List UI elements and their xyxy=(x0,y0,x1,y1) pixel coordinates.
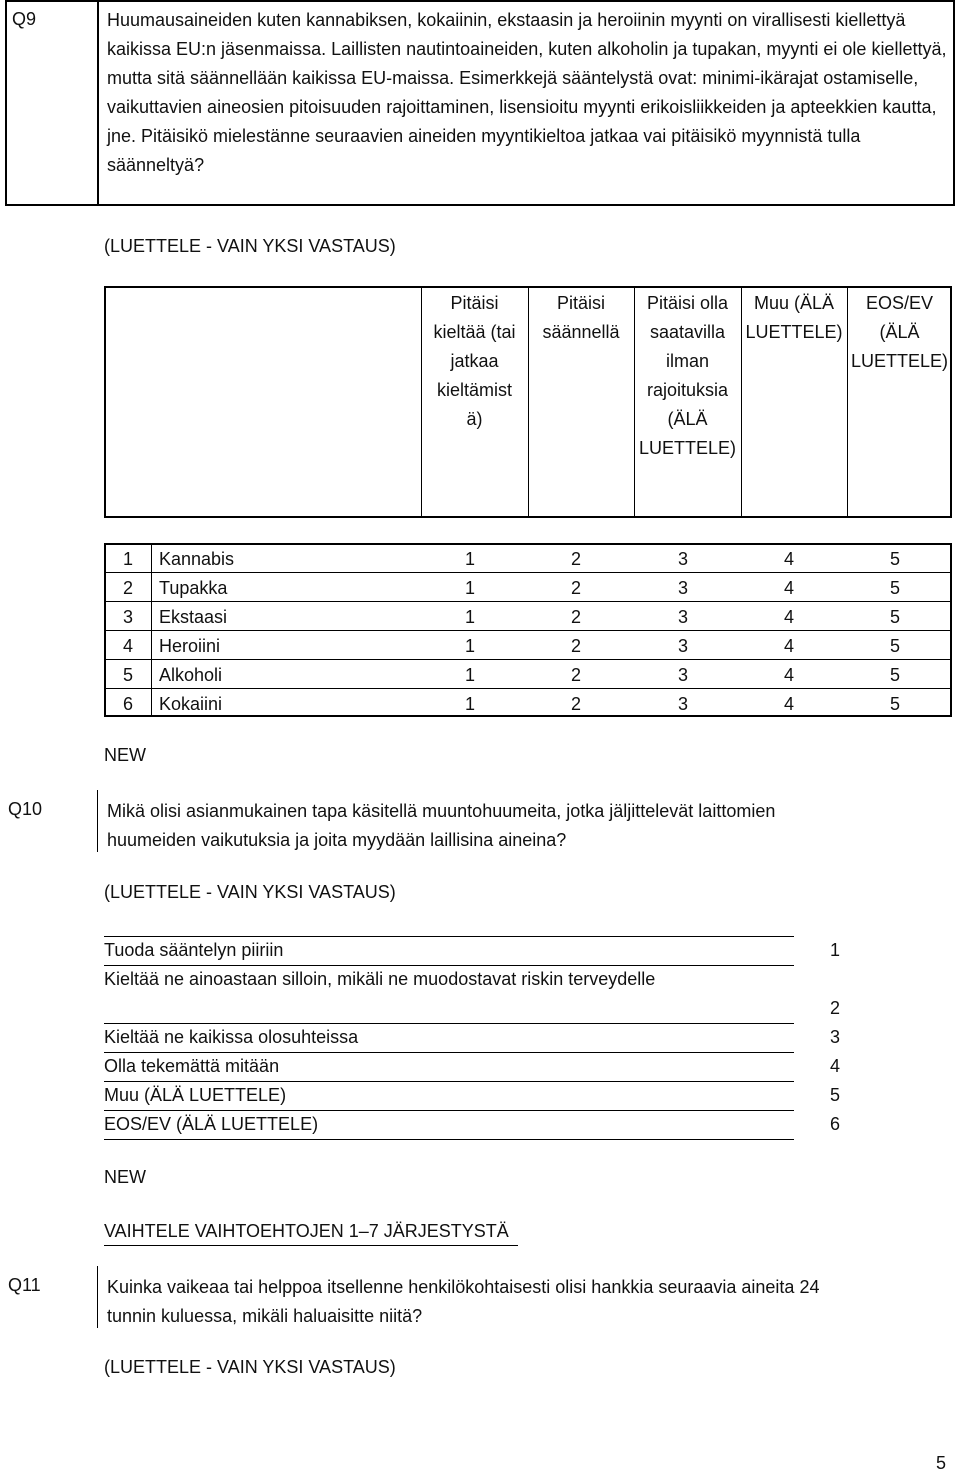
question-text: Huumausaineiden kuten kannabiksen, kokaiinin, ekstaasin ja heroiinin myynti on virallisesti kiellettyä kaikissa EU:n jäsenmaissa. Laillisten nautintoaineiden, kuten alkoholin ja tupakan, myynti ei ole kiellettyä, mutta sitä säännellään kaikissa EU-maissa. Esimerkkejä sääntelystä ovat: minimi-ikärajat ostamiselle, vaikuttavien aineosien pitoisuuden rajoittaminen, lisensioitu myynti erikoisliikkeiden ja apteekkien kautta, jne. Pitäisikö mielestänne seuraavien aineiden myyntikieltoa jatkaa vai pitäisikö myynnistä tulla säänneltyä? xyxy=(107,10,947,175)
option-label[interactable]: Tuoda sääntelyn piiriin xyxy=(104,940,284,960)
row-number: 6 xyxy=(123,694,134,714)
question-text-line: Kuinka vaikeaa tai helppoa itsellenne henkilökohtaisesti olisi hankkia seuraavia aineita 24 xyxy=(107,1277,820,1297)
answer-code[interactable]: 2 xyxy=(571,578,582,598)
row-label: Alkoholi xyxy=(159,665,223,685)
answer-code[interactable]: 2 xyxy=(571,549,582,569)
table-row xyxy=(104,545,952,574)
answer-code[interactable]: 1 xyxy=(465,549,476,569)
table-row xyxy=(104,603,952,632)
column-header xyxy=(741,289,847,347)
new-label: NEW xyxy=(104,745,146,765)
option-code[interactable]: 6 xyxy=(830,1114,841,1134)
column-header-line: (ÄLÄ xyxy=(667,409,708,429)
table-row xyxy=(104,574,952,603)
row-number: 5 xyxy=(123,665,134,685)
column-header-line: ilman xyxy=(665,351,709,371)
answer-code[interactable]: 4 xyxy=(784,607,795,627)
option-divider xyxy=(104,1139,794,1140)
column-header-line: LUETTELE) xyxy=(745,322,843,342)
answer-code[interactable]: 3 xyxy=(678,607,689,627)
row-number: 2 xyxy=(123,578,134,598)
row-divider xyxy=(104,572,952,573)
column-header xyxy=(421,289,528,434)
row-label: Heroiini xyxy=(159,636,221,656)
column-header-line: LUETTELE) xyxy=(850,351,949,371)
question-number: Q9 xyxy=(12,9,37,29)
answer-code[interactable]: 4 xyxy=(784,694,795,714)
answer-code[interactable]: 5 xyxy=(890,665,901,685)
option-code[interactable]: 5 xyxy=(830,1085,841,1105)
answer-code[interactable]: 5 xyxy=(890,636,901,656)
question-number: Q11 xyxy=(8,1275,41,1295)
answer-code[interactable]: 5 xyxy=(890,694,901,714)
option-label[interactable]: Kieltää ne kaikissa olosuhteissa xyxy=(104,1027,359,1047)
answer-code[interactable]: 2 xyxy=(571,694,582,714)
answer-code[interactable]: 2 xyxy=(571,636,582,656)
option-label[interactable]: Olla tekemättä mitään xyxy=(104,1056,280,1076)
column-header xyxy=(528,289,634,347)
instruction: (LUETTELE - VAIN YKSI VASTAUS) xyxy=(104,882,396,902)
column-header-line: (ÄLÄ xyxy=(879,322,920,342)
question-text xyxy=(107,1273,947,1331)
option-divider xyxy=(104,1081,794,1082)
row-divider xyxy=(104,630,952,631)
question-text-line: huumeiden vaikutuksia ja joita myydään laillisina aineina? xyxy=(107,830,567,850)
answer-code[interactable]: 5 xyxy=(890,549,901,569)
row-number: 1 xyxy=(123,549,134,569)
answer-code[interactable]: 4 xyxy=(784,549,795,569)
column-header-line: ä) xyxy=(466,409,483,429)
q9-divider xyxy=(97,0,99,206)
option-label[interactable]: EOS/EV (ÄLÄ LUETTELE) xyxy=(104,1114,319,1134)
row-label: Kokaiini xyxy=(159,694,223,714)
row-label: Kannabis xyxy=(159,549,235,569)
page-number: 5 xyxy=(936,1453,947,1473)
answer-code[interactable]: 5 xyxy=(890,578,901,598)
table-row xyxy=(104,690,952,719)
answer-code[interactable]: 5 xyxy=(890,607,901,627)
question-text-line: tunnin kuluessa, mikäli haluaisitte niitä? xyxy=(107,1306,423,1326)
row-label: Tupakka xyxy=(159,578,228,598)
answer-code[interactable]: 1 xyxy=(465,578,476,598)
column-header-line: kieltämist xyxy=(436,380,512,400)
column-header-line: säännellä xyxy=(542,322,620,342)
option-label[interactable]: Muu (ÄLÄ LUETTELE) xyxy=(104,1085,287,1105)
answer-code[interactable]: 2 xyxy=(571,665,582,685)
row-number: 3 xyxy=(123,607,134,627)
column-header-line: kieltää (tai xyxy=(433,322,516,342)
option-code[interactable]: 2 xyxy=(830,998,841,1018)
answer-code[interactable]: 4 xyxy=(784,578,795,598)
option-divider xyxy=(104,1052,794,1053)
option-divider xyxy=(104,1110,794,1111)
column-header-line: saatavilla xyxy=(649,322,726,342)
column-header xyxy=(634,289,741,463)
answer-code[interactable]: 3 xyxy=(678,578,689,598)
column-header-line: Muu (ÄLÄ xyxy=(753,293,835,313)
answer-code[interactable]: 3 xyxy=(678,665,689,685)
option-code[interactable]: 4 xyxy=(830,1056,841,1076)
answer-code[interactable]: 4 xyxy=(784,665,795,685)
row-divider xyxy=(104,688,952,689)
row-divider xyxy=(104,659,952,660)
answer-code[interactable]: 1 xyxy=(465,665,476,685)
option-divider xyxy=(104,965,794,966)
column-header xyxy=(847,289,952,376)
question-divider xyxy=(97,790,98,852)
answer-code[interactable]: 3 xyxy=(678,549,689,569)
answer-code[interactable]: 1 xyxy=(465,694,476,714)
answer-code[interactable]: 4 xyxy=(784,636,795,656)
answer-code[interactable]: 1 xyxy=(465,607,476,627)
question-text xyxy=(107,797,947,855)
column-header-line: Pitäisi xyxy=(556,293,605,313)
column-header-line: EOS/EV xyxy=(865,293,934,313)
instruction: (LUETTELE - VAIN YKSI VASTAUS) xyxy=(104,236,396,256)
answer-code[interactable]: 3 xyxy=(678,694,689,714)
rotate-note: VAIHTELE VAIHTOEHTOJEN 1–7 JÄRJESTYSTÄ xyxy=(104,1221,509,1241)
option-divider xyxy=(104,1023,794,1024)
option-code[interactable]: 3 xyxy=(830,1027,841,1047)
table-row xyxy=(104,661,952,690)
answer-code[interactable]: 1 xyxy=(465,636,476,656)
option-divider xyxy=(104,936,794,937)
option-label[interactable]: Kieltää ne ainoastaan silloin, mikäli ne muodostavat riskin terveydelle xyxy=(104,969,656,989)
row-number: 4 xyxy=(123,636,134,656)
column-header-line: rajoituksia xyxy=(646,380,729,400)
table-row xyxy=(104,632,952,661)
new-label: NEW xyxy=(104,1167,146,1187)
question-text-line: Mikä olisi asianmukainen tapa käsitellä muuntohuumeita, jotka jäljittelevät laittomien xyxy=(107,801,776,821)
column-header-line: Pitäisi xyxy=(450,293,499,313)
column-header-line: LUETTELE) xyxy=(638,438,737,458)
answer-code[interactable]: 2 xyxy=(571,607,582,627)
rotate-note-underline xyxy=(104,1245,518,1246)
question-divider xyxy=(97,1266,98,1328)
answer-code[interactable]: 3 xyxy=(678,636,689,656)
column-header-line: Pitäisi olla xyxy=(646,293,729,313)
option-code[interactable]: 1 xyxy=(830,940,841,960)
instruction: (LUETTELE - VAIN YKSI VASTAUS) xyxy=(104,1357,396,1377)
question-number: Q10 xyxy=(8,799,43,819)
row-divider xyxy=(104,601,952,602)
row-label: Ekstaasi xyxy=(159,607,228,627)
column-header-line: jatkaa xyxy=(450,351,499,371)
